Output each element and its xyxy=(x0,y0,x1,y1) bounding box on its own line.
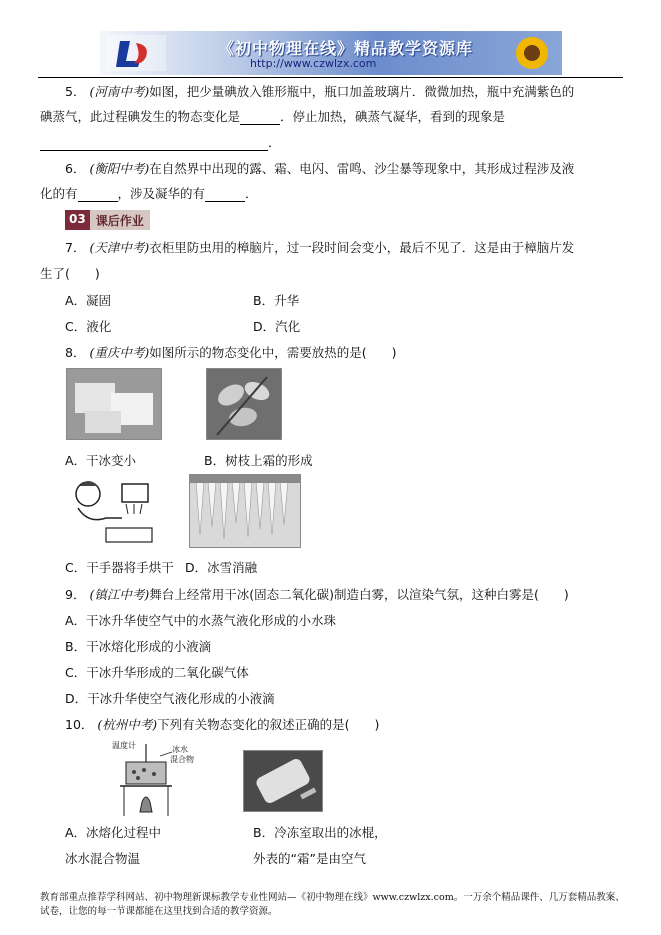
q5-number: 5． xyxy=(65,84,86,99)
q10-text1: 下列有关物态变化的叙述正确的是( ) xyxy=(157,717,380,732)
page-footer: 教育部重点推荐学科网站、初中物理新课标教学专业性网站—《初中物理在线》www.czwlzx.com。一万余个精品课件、几万套精品教案、试卷，让您的每一节课都能在这里找到合适的教学资源。 xyxy=(40,892,625,917)
site-logo-icon xyxy=(106,35,166,71)
banner-url[interactable]: http://www.czwlzx.com xyxy=(250,57,377,70)
q6-text1: 在自然界中出现的露、霜、电闪、雷鸣、沙尘暴等现象中，其形成过程涉及液 xyxy=(149,161,575,176)
q5-end: ． xyxy=(268,135,281,150)
q6-text2a: 化的有 xyxy=(40,186,78,201)
q5-blank1[interactable] xyxy=(240,109,280,125)
q10-option-b-line2: 外表的“霜”是由空气 xyxy=(253,851,366,866)
apparatus-drawing xyxy=(110,740,210,818)
q7-text1: 衣柜里防虫用的樟脑片，过一段时间会变小，最后不见了．这是由于樟脑片发 xyxy=(149,240,575,255)
section-header xyxy=(65,210,150,230)
q8-text1: 如图所示的物态变化中，需要放热的是( ) xyxy=(149,345,397,360)
q6-source: (衡阳中考) xyxy=(89,161,150,176)
ice-water-label: 冰水 xyxy=(172,745,188,754)
q9-text1: 舞台上经常用干冰(固态二氧化碳)制造白雾，以渲染气氛，这种白雾是( ) xyxy=(149,587,569,602)
q7-number: 7． xyxy=(65,240,86,255)
q7-option-c[interactable]: C．液化 xyxy=(65,319,112,334)
section-number: 03 xyxy=(65,210,90,230)
q10-source: (杭州中考) xyxy=(97,717,158,732)
q8-line1 xyxy=(65,343,396,361)
q9-number: 9． xyxy=(65,587,86,602)
melting-apparatus-diagram xyxy=(110,740,210,818)
q6-number: 6． xyxy=(65,161,86,176)
q5-blank2[interactable] xyxy=(40,135,268,151)
q8-number: 8． xyxy=(65,345,86,360)
q9-source: (镇江中考) xyxy=(89,587,150,602)
q10-line1 xyxy=(65,715,379,733)
q5-line2 xyxy=(40,107,505,125)
q5-line1 xyxy=(65,82,574,100)
q7-option-d[interactable]: D．汽化 xyxy=(253,319,301,334)
thermometer-label: 温度计 xyxy=(112,741,136,750)
header-banner xyxy=(100,31,562,75)
q8-option-b[interactable]: B．树枝上霜的形成 xyxy=(204,453,313,468)
q7-line1 xyxy=(65,238,574,256)
q6-line2 xyxy=(40,184,258,202)
q8-option-d[interactable]: D．冰雪消融 xyxy=(185,560,258,575)
q10-option-b-line1[interactable]: B．冷冻室取出的冰棍， xyxy=(253,825,387,840)
icicles-photo xyxy=(189,474,301,548)
q10-number: 10． xyxy=(65,717,94,732)
header-rule xyxy=(38,77,623,78)
q6-blank2[interactable] xyxy=(205,186,245,202)
q6-end: ． xyxy=(245,186,258,201)
banner-title: 《初中物理在线》精品教学资源库 xyxy=(218,39,474,58)
q5-source: (河南中考) xyxy=(89,84,150,99)
q9-option-a[interactable]: A．干冰升华使空气中的水蒸气液化形成的小水珠 xyxy=(65,613,337,628)
q5-text2a: 碘蒸气，此过程碘发生的物态变化是 xyxy=(40,109,241,124)
popsicle-photo xyxy=(243,750,323,812)
q7-source: (天津中考) xyxy=(89,240,150,255)
frost-branch-photo xyxy=(206,368,282,440)
q9-line1 xyxy=(65,585,569,603)
q8-option-c[interactable]: C．干手器将手烘干 xyxy=(65,560,174,575)
q5-text2b: ．停止加热，碘蒸气凝华，看到的现象是 xyxy=(280,109,506,124)
hand-dryer-illustration xyxy=(66,474,156,546)
q9-option-b[interactable]: B．干冰熔化形成的小液滴 xyxy=(65,639,212,654)
q6-line1 xyxy=(65,159,574,177)
q5-line3 xyxy=(40,133,281,151)
sunflower-icon xyxy=(508,33,556,73)
q6-blank1[interactable] xyxy=(78,186,118,202)
dry-ice-photo xyxy=(66,368,162,440)
section-label: 课后作业 xyxy=(90,210,150,230)
mixture-label: 混合物 xyxy=(170,755,194,764)
q7-text2: 生了( ) xyxy=(40,266,100,281)
q10-option-a-line1[interactable]: A．冰熔化过程中 xyxy=(65,825,162,840)
q9-option-d[interactable]: D．干冰升华使空气液化形成的小液滴 xyxy=(65,691,275,706)
q7-option-b[interactable]: B．升华 xyxy=(253,293,300,308)
q5-text1: 如图，把少量碘放入锥形瓶中，瓶口加盖玻璃片．微微加热，瓶中充满紫色的 xyxy=(149,84,575,99)
q9-option-c[interactable]: C．干冰升华形成的二氧化碳气体 xyxy=(65,665,249,680)
q7-option-a[interactable]: A．凝固 xyxy=(65,293,112,308)
q8-option-a[interactable]: A．干冰变小 xyxy=(65,453,137,468)
q6-text2b: ，涉及凝华的有 xyxy=(117,186,206,201)
q10-option-a-line2: 冰水混合物温 xyxy=(65,851,141,866)
q8-source: (重庆中考) xyxy=(89,345,150,360)
